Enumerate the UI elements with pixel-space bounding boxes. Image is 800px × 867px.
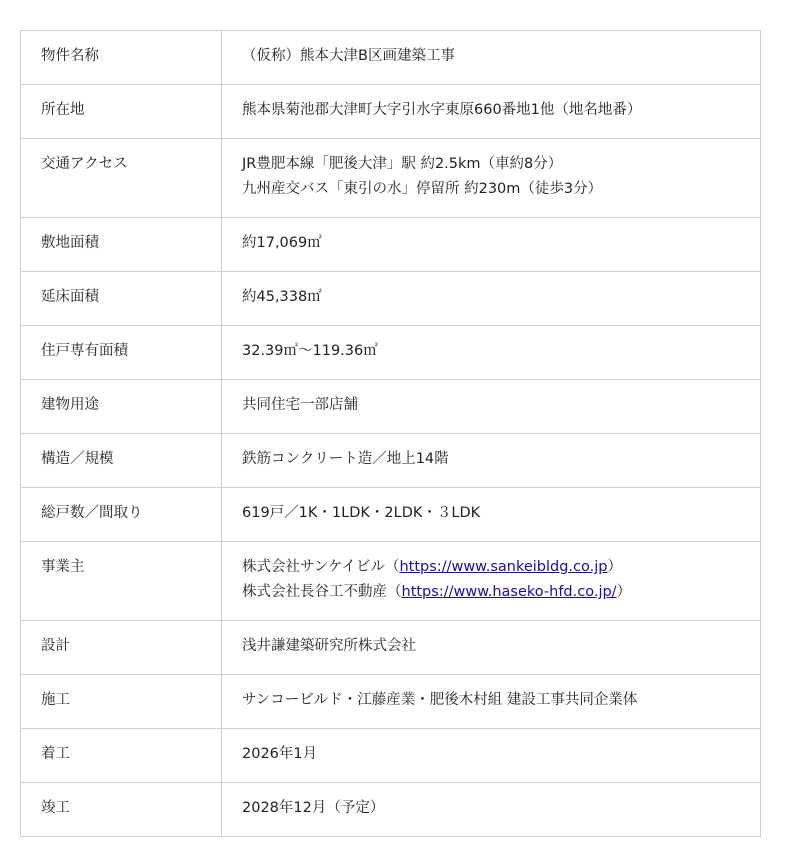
row-value: [222, 218, 761, 272]
sankeibldg-link[interactable]: https://www.sankeibldg.co.jp: [399, 559, 608, 575]
row-value: [222, 31, 761, 85]
value-line: 九州産交バス「東引の水」停留所 約230m（徒歩3分）: [242, 181, 603, 197]
value-line: 鉄筋コンクリート造／地上14階: [242, 451, 449, 467]
value-line: 2028年12月（予定）: [242, 800, 385, 816]
row-label: 構造／規模: [21, 434, 222, 488]
row-label: 事業主: [21, 542, 222, 621]
table-row: [21, 85, 761, 139]
developer-name: 株式会社長谷工不動産: [242, 584, 387, 600]
row-label: 所在地: [21, 85, 222, 139]
row-label: 敷地面積: [21, 218, 222, 272]
paren-close: ）: [616, 584, 632, 600]
table-row: [21, 326, 761, 380]
row-value: [222, 272, 761, 326]
property-spec-table: [20, 30, 761, 837]
developer-line: [242, 555, 740, 580]
value-line: 32.39㎡～119.36㎡: [242, 343, 378, 359]
paren-close: ）: [607, 559, 622, 575]
row-label: 着工: [21, 729, 222, 783]
row-label: 総戸数／間取り: [21, 488, 222, 542]
row-label: 施工: [21, 675, 222, 729]
row-label: 物件名称: [21, 31, 222, 85]
value-line: 約17,069㎡: [242, 235, 322, 251]
developer-name: 株式会社サンケイビル: [242, 559, 385, 575]
row-label: 竣工: [21, 783, 222, 837]
paren-open: （: [384, 559, 400, 575]
value-line: 2026年1月: [242, 746, 318, 762]
table-row: [21, 621, 761, 675]
haseko-hfd-link[interactable]: https://www.haseko-hfd.co.jp/: [401, 584, 617, 600]
table-row: [21, 272, 761, 326]
table-row: [21, 729, 761, 783]
row-label: 建物用途: [21, 380, 222, 434]
table-row: [21, 542, 761, 621]
row-value: [222, 542, 761, 621]
row-value: [222, 326, 761, 380]
value-line: 共同住宅一部店舗: [242, 397, 358, 413]
row-value: [222, 729, 761, 783]
row-value: [222, 675, 761, 729]
table-row: [21, 783, 761, 837]
row-value: [222, 380, 761, 434]
table-row: [21, 434, 761, 488]
row-value: [222, 783, 761, 837]
table-row: [21, 139, 761, 218]
value-line: 約45,338㎡: [242, 289, 322, 305]
row-value: [222, 488, 761, 542]
value-line: 浅井謙建築研究所株式会社: [242, 638, 416, 654]
table-row: [21, 675, 761, 729]
table-row: [21, 218, 761, 272]
developer-line: [242, 580, 740, 605]
value-line: JR豊肥本線「肥後大津」駅 約2.5km（車約8分）: [242, 156, 563, 172]
paren-open: （: [387, 584, 402, 600]
value-line: （仮称）熊本大津B区画建築工事: [242, 48, 455, 64]
table-row: [21, 31, 761, 85]
row-label: 住戸専有面積: [21, 326, 222, 380]
table-row: [21, 488, 761, 542]
row-value: [222, 621, 761, 675]
table-row: [21, 380, 761, 434]
value-line: 熊本県菊池郡大津町大字引水字東原660番地1他（地名地番）: [242, 102, 642, 118]
row-value: [222, 434, 761, 488]
value-line: 619戸／1K・1LDK・2LDK・３LDK: [242, 505, 481, 521]
row-label: 交通アクセス: [21, 139, 222, 218]
row-label: 延床面積: [21, 272, 222, 326]
value-line: サンコービルド・江藤産業・肥後木村組 建設工事共同企業体: [242, 692, 638, 708]
row-value: [222, 139, 761, 218]
row-value: [222, 85, 761, 139]
row-label: 設計: [21, 621, 222, 675]
